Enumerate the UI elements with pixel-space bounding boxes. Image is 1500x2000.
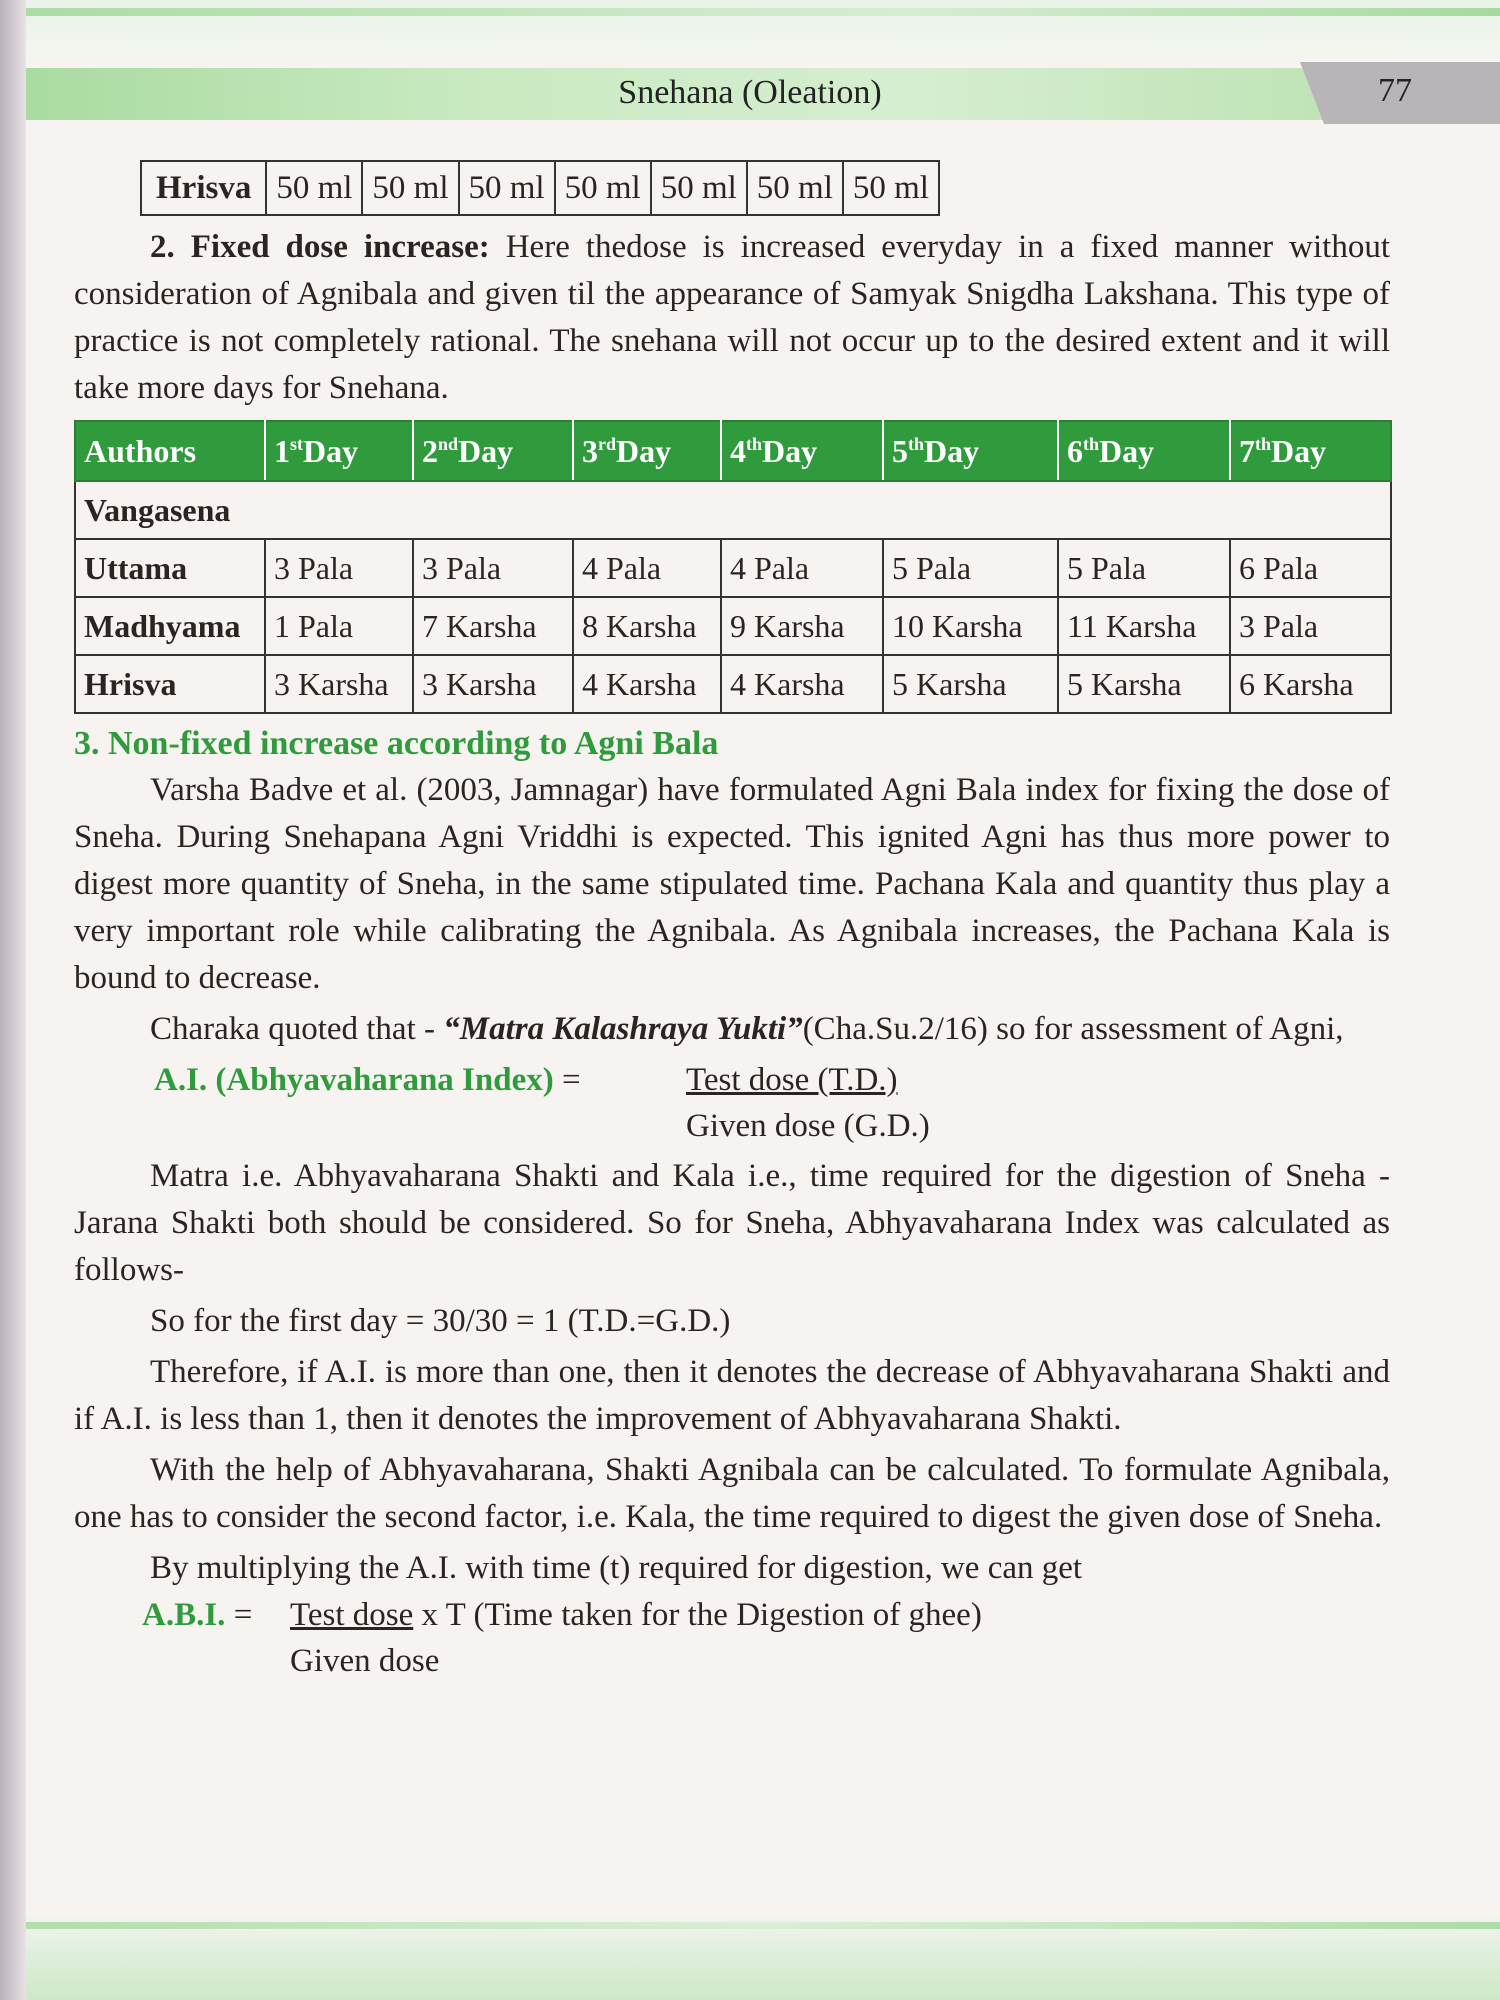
ai-numerator: Test dose (T.D.)	[686, 1062, 898, 1098]
table-cell: 7 Karsha	[413, 597, 573, 655]
table-cell: 8 Karsha	[573, 597, 721, 655]
abi-numerator: Test dose x T (Time taken for the Digestion of ghee)	[290, 1597, 982, 1633]
table-cell: 3 Pala	[265, 539, 413, 597]
table-cell: 3 Karsha	[265, 655, 413, 713]
ai-denominator: Given dose (G.D.)	[686, 1108, 930, 1144]
page-number: 77	[1378, 72, 1412, 109]
table-row	[141, 161, 939, 215]
row-label: Hrisva	[141, 161, 266, 215]
table-cell: 3 Pala	[1230, 597, 1391, 655]
table-row	[75, 539, 1391, 597]
table-cell: 50 ml	[747, 161, 843, 215]
table-cell: 5 Pala	[883, 539, 1058, 597]
vangasena-dose-table	[74, 420, 1392, 714]
group-label: Vangasena	[75, 481, 1391, 539]
table-cell: 5 Karsha	[1058, 655, 1230, 713]
section-heading: 3. Non-fixed increase according to Agni Bala	[74, 725, 719, 762]
table-cell: 3 Karsha	[413, 655, 573, 713]
table-cell: 5 Pala	[1058, 539, 1230, 597]
row-label: Uttama	[75, 539, 265, 597]
table-cell: 9 Karsha	[721, 597, 883, 655]
ai-formula-label: A.I. (Abhyavaharana Index) =	[154, 1062, 581, 1098]
column-header: 5thDay	[883, 421, 1058, 481]
paragraph: Matra i.e. Abhyavaharana Shakti and Kala i.e., time required for the digestion of Sneha - Jarana Shakti both should be considered. So for Sneha, Abhyavaharana Index was calculated as follows-	[74, 1158, 1390, 1288]
column-header: 2ndDay	[413, 421, 573, 481]
table-cell: 6 Pala	[1230, 539, 1391, 597]
page-content	[74, 160, 1390, 1688]
table-row	[75, 655, 1391, 713]
table-header-row	[75, 421, 1391, 481]
table-cell: 4 Pala	[573, 539, 721, 597]
column-header: 1stDay	[265, 421, 413, 481]
table-cell: 11 Karsha	[1058, 597, 1230, 655]
table-cell: 50 ml	[843, 161, 939, 215]
row-label: Hrisva	[75, 655, 265, 713]
page-gutter	[0, 0, 26, 2000]
table-row	[75, 597, 1391, 655]
paragraph: So for the first day = 30/30 = 1 (T.D.=G.D.)	[150, 1303, 731, 1339]
table-cell: 4 Karsha	[573, 655, 721, 713]
paragraph: Varsha Badve et al. (2003, Jamnagar) have formulated Agni Bala index for fixing the dose of Sneha. During Snehapana Agni Vriddhi is expected. This ignited Agni has thus more power to digest more quantity of Sneha, in the same stipulated time. Pachana Kala and quantity thus play a very important role while calibrating the Agnibala. As Agnibala increases, the Pachana Kala is bound to decrease.	[74, 772, 1390, 996]
table-cell: 4 Pala	[721, 539, 883, 597]
column-header: 4thDay	[721, 421, 883, 481]
bottom-decor-band	[26, 1914, 1500, 2000]
table-cell: 3 Pala	[413, 539, 573, 597]
hrisva-dose-table	[140, 160, 940, 216]
abi-formula	[74, 1592, 1390, 1688]
running-title: Snehana (Oleation)	[618, 74, 882, 111]
top-decor-band	[26, 0, 1500, 58]
table-group-row	[75, 481, 1391, 539]
table-cell: 50 ml	[555, 161, 651, 215]
column-header: 3rdDay	[573, 421, 721, 481]
fixed-dose-heading: 2. Fixed dose increase:	[150, 229, 490, 265]
paragraph: With the help of Abhyavaharana, Shakti Agnibala can be calculated. To formulate Agnibala, one has to consider the second factor, i.e. Kala, the time required to digest the given dose of Sneha.	[74, 1452, 1390, 1535]
table-cell: 50 ml	[362, 161, 458, 215]
table-cell: 1 Pala	[265, 597, 413, 655]
ai-formula	[74, 1057, 1390, 1153]
table-cell: 4 Karsha	[721, 655, 883, 713]
row-label: Madhyama	[75, 597, 265, 655]
fixed-dose-paragraph	[74, 224, 1390, 412]
table-cell: 6 Karsha	[1230, 655, 1391, 713]
table-cell: 5 Karsha	[883, 655, 1058, 713]
quote: “Matra Kalashraya Yukti”	[443, 1011, 803, 1047]
abi-formula-label: A.B.I. =	[142, 1597, 253, 1633]
paragraph: By multiplying the A.I. with time (t) required for digestion, we can get	[150, 1550, 1083, 1586]
column-header: 7thDay	[1230, 421, 1391, 481]
table-cell: 50 ml	[266, 161, 362, 215]
fixed-dose-text: Here thedose is increased everyday in a fixed manner without consideration of Agnibala and given til the appearance of Samyak Snigdha Lakshana. This type of practice is not completely rational. The snehana will not occur up to the desired extent and it will take more days for Snehana.	[74, 229, 1390, 406]
abi-denominator: Given dose	[290, 1643, 440, 1679]
table-cell: 10 Karsha	[883, 597, 1058, 655]
paragraph: Charaka quoted that - “Matra Kalashraya Yukti”(Cha.Su.2/16) so for assessment of Agni,	[150, 1011, 1344, 1047]
paragraph: Therefore, if A.I. is more than one, then it denotes the decrease of Abhyavaharana Shakti and if A.I. is less than 1, then it denotes the improvement of Abhyavaharana Shakti.	[74, 1354, 1390, 1437]
table-cell: 50 ml	[459, 161, 555, 215]
column-header: 6thDay	[1058, 421, 1230, 481]
column-header: Authors	[75, 421, 265, 481]
table-cell: 50 ml	[651, 161, 747, 215]
